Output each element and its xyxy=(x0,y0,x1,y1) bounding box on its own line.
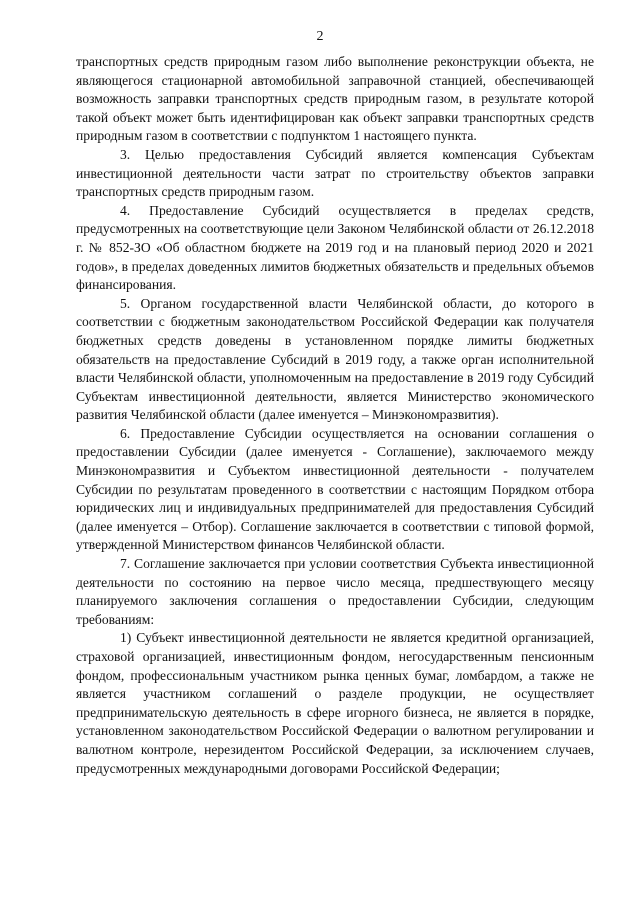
paragraph-7: 7. Соглашение заключается при условии соответствия Субъекта инвестиционной деятельности по состоянию на первое число месяца, предшествующего месяцу планируемого заключения соглашения о предоставлении Субсидии, следующим требованиям: xyxy=(76,556,594,627)
document-body xyxy=(76,53,594,778)
paragraph-3: 3. Целью предоставления Субсидий является компенсация Субъектам инвестиционной деятельности части затрат по строительству объектов заправки транспортных средств природным газом. xyxy=(76,146,594,200)
paragraph-6: 6. Предоставление Субсидии осуществляется на основании соглашения о предоставлении Субсидии (далее именуется - Соглашение), заключаемого между Минэкономразвития и Субъектом инвестиционной деятельности - получателем Субсидии по результатам проведенного в соответствии с настоящим Порядком отбора юридических лиц и индивидуальных предпринимателей для предоставления Субсидий (далее именуется – Отбор). Соглашение заключается в соответствии с типовой формой, утвержденной Министерством финансов Челябинской области. xyxy=(76,425,594,553)
page-number: 2 xyxy=(316,29,324,44)
paragraph-5: 5. Органом государственной власти Челябинской области, до которого в соответствии с бюджетным законодательством Российской Федерации как получателя бюджетных средств доведены в установленном порядке лимиты бюджетных обязательств на предоставление Субсидий в 2019 году, а также орган исполнительной власти Челябинской области, уполномоченным на предоставление в 2019 году Субсидий Субъектам инвестиционной деятельности, является Министерство экономического развития Челябинской области (далее именуется – Минэкономразвития). xyxy=(76,295,594,423)
paragraph-continuation: транспортных средств природным газом либо выполнение реконструкции объекта, не являющегося стационарной автомобильной заправочной станцией, обеспечивающей возможность заправки транспортных средств природным газом, в результате которой такой объект может быть идентифицирован как объект заправки транспортных средств природным газом в соответствии с подпунктом 1 настоящего пункта. xyxy=(76,54,594,144)
paragraph-4: 4. Предоставление Субсидий осуществляется в пределах средств, предусмотренных на соответствующие цели Законом Челябинской области от 26.12.2018 г. № 852-ЗО «Об областном бюджете на 2019 год и на плановый период 2020 и 2021 годов», в пределах доведенных лимитов бюджетных обязательств и предельных объемов финансирования. xyxy=(76,202,594,293)
paragraph-7-item-1: 1) Субъект инвестиционной деятельности не является кредитной организацией, страховой организацией, инвестиционным фондом, негосударственным пенсионным фондом, профессиональным участником рынка ценных бумаг, ломбардом, а также не является участником соглашений о разделе продукции, не осуществляет предпринимательскую деятельность в сфере игорного бизнеса, не является в порядке, установленном законодательством Российской Федерации о валютном регулировании и валютном контроле, нерезидентом Российской Федерации, за исключением случаев, предусмотренных международными договорами Российской Федерации; xyxy=(76,630,594,776)
